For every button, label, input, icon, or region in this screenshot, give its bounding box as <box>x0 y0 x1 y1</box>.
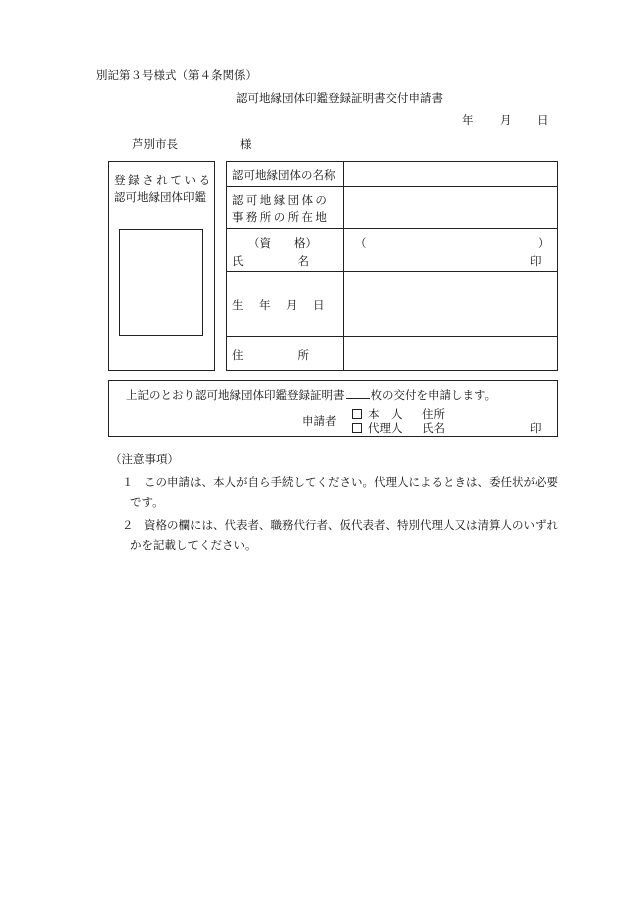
copies-count-field[interactable] <box>346 387 370 399</box>
date-day-label: 日 <box>537 113 549 127</box>
seal-box-label-text-1: 登録されている <box>114 173 213 187</box>
qualification-label: （資 格） <box>248 236 317 250</box>
note-2-line1: 資格の欄には、代表者、職務代行者、仮代表者、特別代理人又は清算人のいずれ <box>144 518 558 532</box>
person-name-field[interactable] <box>346 251 526 269</box>
birthdate-label: 生 年 月 日 <box>232 298 327 312</box>
seal-box-label-line1 <box>114 172 213 188</box>
seal-impression-area[interactable] <box>119 229 203 336</box>
table-row-divider <box>226 186 558 187</box>
option-agent-checkbox[interactable] <box>352 423 362 433</box>
group-name-field[interactable] <box>346 164 554 184</box>
table-row-divider <box>226 271 558 272</box>
date-year-label: 年 <box>462 113 474 127</box>
person-name-label <box>232 253 338 269</box>
option-agent-field-label: 氏名 <box>422 421 445 435</box>
request-statement <box>126 387 496 403</box>
note-2-line2: かを記載してください。 <box>130 538 257 552</box>
note-1-number: １ <box>122 475 134 489</box>
qualification-close-paren: ） <box>538 236 550 250</box>
request-seal-mark: 印 <box>530 421 542 435</box>
request-text-before: 上記のとおり認可地縁団体印鑑登録証明書 <box>126 388 345 402</box>
option-self-checkbox[interactable] <box>352 409 362 419</box>
address-label: 住 所 <box>232 348 311 362</box>
table-column-divider <box>343 161 344 371</box>
option-agent-row <box>352 420 403 436</box>
option-self-field-label: 住所 <box>422 407 445 421</box>
seal-box-label-line2: 認可地縁団体印鑑 <box>114 190 206 204</box>
table-row-divider <box>226 228 558 229</box>
note-1-line2: です。 <box>130 495 164 509</box>
table-row-divider <box>226 336 558 337</box>
seal-mark: 印 <box>530 254 542 268</box>
page-title: 認可地縁団体印鑑登録証明書交付申請書 <box>236 91 443 105</box>
addressee-honorific: 様 <box>240 137 252 151</box>
office-location-field[interactable] <box>346 190 554 226</box>
applicant-details-field[interactable] <box>450 406 522 432</box>
office-location-label-line2: 事務所の所在地 <box>232 210 330 224</box>
qualification-open-paren: （ <box>355 236 367 250</box>
option-agent-label: 代理人 <box>368 421 403 435</box>
note-1-line1: この申請は、本人が自ら手続してください。代理人によるときは、委任状が必要 <box>144 475 558 489</box>
person-name-label-text: 氏 名 <box>232 254 311 268</box>
applicant-label: 申請者 <box>302 414 337 428</box>
request-text-after: 枚の交付を申請します。 <box>370 388 497 402</box>
group-name-label: 認可地縁団体の名称 <box>232 168 336 182</box>
birthdate-field[interactable] <box>346 275 554 333</box>
qualification-field[interactable] <box>366 232 536 250</box>
notes-heading: （注意事項） <box>110 452 179 466</box>
addressee: 芦別市長 <box>132 137 178 151</box>
note-2-number: ２ <box>122 518 134 532</box>
office-location-label-line1: 認可地縁団体の <box>232 193 330 207</box>
date-month-label: 月 <box>500 113 512 127</box>
form-number: 別記第３号様式（第４条関係） <box>96 68 257 82</box>
option-self-label: 本 人 <box>368 407 403 421</box>
address-field[interactable] <box>346 339 554 369</box>
